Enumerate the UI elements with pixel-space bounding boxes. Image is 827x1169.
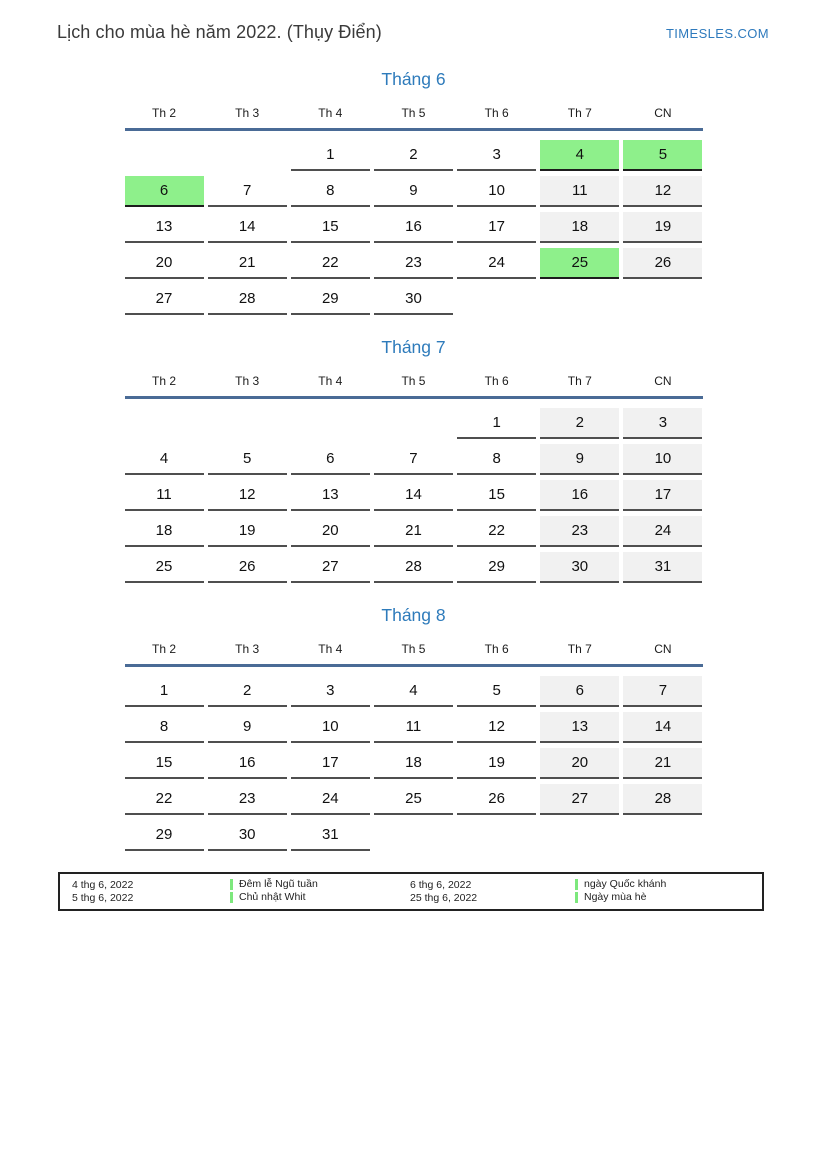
weekday-label: CN (654, 374, 672, 388)
site-logo-link[interactable]: TIMESLES.COM (665, 26, 769, 41)
week-row (125, 444, 703, 480)
day-cell-weekend: 17 (623, 480, 702, 511)
header-rule (125, 128, 703, 131)
month-section-2 (125, 337, 703, 588)
day-cell-normal: 31 (291, 820, 370, 851)
day-cell-normal: 24 (291, 784, 370, 815)
week-row (125, 712, 703, 748)
day-cell-normal: 12 (457, 712, 536, 743)
day-cell-normal: 25 (125, 552, 204, 583)
weekday-label: Th 5 (401, 374, 426, 388)
day-cell-weekend: 21 (623, 748, 702, 779)
weekday-label: Th 7 (567, 642, 592, 656)
week-row (125, 552, 703, 588)
legend-holiday-label: Đêm lễ Ngũ tuần (230, 879, 410, 890)
day-cell-empty (457, 820, 536, 851)
day-cell-weekend: 14 (623, 712, 702, 743)
weekday-label: Th 7 (567, 106, 592, 120)
day-cell-normal: 8 (457, 444, 536, 475)
day-cell-holiday: 4 (540, 140, 619, 171)
legend-holiday-label: Chủ nhật Whit (230, 892, 410, 903)
day-cell-weekend: 7 (623, 676, 702, 707)
day-cell-holiday: 25 (540, 248, 619, 279)
page-title: Lịch cho mùa hè năm 2022. (Thụy Điển) (57, 22, 382, 42)
day-cell-weekend: 16 (540, 480, 619, 511)
weekday-label: Th 5 (401, 642, 426, 656)
day-cell-normal: 7 (374, 444, 453, 475)
day-cell-normal: 29 (125, 820, 204, 851)
day-cell-empty (540, 820, 619, 851)
week-row (125, 676, 703, 712)
day-cell-normal: 16 (374, 212, 453, 243)
day-cell-normal: 2 (208, 676, 287, 707)
day-cell-weekend: 2 (540, 408, 619, 439)
header-rule (125, 664, 703, 667)
day-cell-weekend: 19 (623, 212, 702, 243)
day-cell-weekend: 11 (540, 176, 619, 207)
day-cell-normal: 30 (208, 820, 287, 851)
day-cell-normal: 27 (125, 284, 204, 315)
day-cell-normal: 6 (291, 444, 370, 475)
day-cell-normal: 14 (374, 480, 453, 511)
month-title: Tháng 7 (381, 337, 446, 357)
day-cell-empty (291, 408, 370, 439)
day-cell-normal: 4 (125, 444, 204, 475)
day-cell-weekend: 24 (623, 516, 702, 547)
day-cell-normal: 20 (125, 248, 204, 279)
day-cell-holiday: 5 (623, 140, 702, 171)
month-title: Tháng 6 (381, 69, 446, 89)
weekday-label: Th 7 (567, 374, 592, 388)
weekday-label: Th 2 (151, 374, 176, 388)
day-cell-normal: 8 (291, 176, 370, 207)
day-cell-normal: 17 (457, 212, 536, 243)
day-cell-normal: 23 (208, 784, 287, 815)
day-cell-normal: 9 (208, 712, 287, 743)
weekday-label: Th 6 (484, 374, 509, 388)
day-cell-normal: 26 (457, 784, 536, 815)
day-cell-normal: 15 (457, 480, 536, 511)
page-header (0, 0, 827, 43)
day-cell-normal: 10 (291, 712, 370, 743)
day-cell-normal: 19 (208, 516, 287, 547)
day-cell-normal: 5 (457, 676, 536, 707)
legend-date: 4 thg 6, 2022 (72, 878, 134, 891)
week-row (125, 212, 703, 248)
day-cell-weekend: 31 (623, 552, 702, 583)
day-cell-weekend: 23 (540, 516, 619, 547)
day-cell-normal: 11 (374, 712, 453, 743)
week-row (125, 480, 703, 516)
weekday-label: Th 3 (235, 374, 260, 388)
day-cell-empty (623, 284, 702, 315)
week-row (125, 176, 703, 212)
day-cell-normal: 20 (291, 516, 370, 547)
day-cell-weekend: 26 (623, 248, 702, 279)
day-cell-normal: 1 (457, 408, 536, 439)
day-cell-weekend: 10 (623, 444, 702, 475)
day-cell-normal: 15 (125, 748, 204, 779)
day-cell-normal: 10 (457, 176, 536, 207)
week-row (125, 284, 703, 320)
day-cell-empty (623, 820, 702, 851)
day-cell-weekend: 28 (623, 784, 702, 815)
week-row (125, 516, 703, 552)
week-row (125, 248, 703, 284)
day-cell-empty (208, 140, 287, 171)
day-cell-normal: 4 (374, 676, 453, 707)
weekday-label: Th 2 (151, 106, 176, 120)
day-cell-normal: 17 (291, 748, 370, 779)
day-cell-weekend: 12 (623, 176, 702, 207)
day-cell-normal: 7 (208, 176, 287, 207)
day-cell-normal: 24 (457, 248, 536, 279)
day-cell-normal: 21 (374, 516, 453, 547)
day-cell-normal: 1 (125, 676, 204, 707)
weekday-header-row (125, 373, 703, 396)
week-row (125, 748, 703, 784)
day-cell-normal: 29 (291, 284, 370, 315)
weekday-header-row (125, 641, 703, 664)
month-section-3 (125, 605, 703, 856)
header-rule (125, 396, 703, 399)
weekday-label: Th 4 (318, 374, 343, 388)
week-row (125, 820, 703, 856)
weekday-label: CN (654, 106, 672, 120)
day-cell-normal: 22 (125, 784, 204, 815)
day-cell-normal: 16 (208, 748, 287, 779)
legend-holiday-label: Ngày mùa hè (575, 892, 762, 903)
day-cell-normal: 3 (457, 140, 536, 171)
day-cell-normal: 30 (374, 284, 453, 315)
day-cell-empty (374, 408, 453, 439)
weekday-label: Th 6 (484, 106, 509, 120)
day-cell-normal: 18 (125, 516, 204, 547)
legend-date: 25 thg 6, 2022 (410, 891, 478, 904)
day-cell-normal: 19 (457, 748, 536, 779)
day-cell-normal: 15 (291, 212, 370, 243)
weekday-label: Th 3 (235, 642, 260, 656)
day-cell-empty (208, 408, 287, 439)
day-cell-empty (457, 284, 536, 315)
day-cell-normal: 11 (125, 480, 204, 511)
day-cell-normal: 12 (208, 480, 287, 511)
day-cell-normal: 9 (374, 176, 453, 207)
day-cell-normal: 25 (374, 784, 453, 815)
day-cell-normal: 26 (208, 552, 287, 583)
day-cell-normal: 1 (291, 140, 370, 171)
holiday-legend (58, 872, 764, 911)
months-container (125, 69, 703, 856)
day-cell-weekend: 30 (540, 552, 619, 583)
day-cell-weekend: 27 (540, 784, 619, 815)
day-cell-empty (374, 820, 453, 851)
day-cell-normal: 22 (291, 248, 370, 279)
day-cell-normal: 8 (125, 712, 204, 743)
day-cell-normal: 28 (208, 284, 287, 315)
legend-row (72, 891, 762, 904)
legend-date: 5 thg 6, 2022 (72, 891, 134, 904)
day-cell-normal: 5 (208, 444, 287, 475)
legend-holiday-label: ngày Quốc khánh (575, 879, 762, 890)
month-title: Tháng 8 (381, 605, 446, 625)
weekday-label: Th 3 (235, 106, 260, 120)
day-cell-normal: 13 (291, 480, 370, 511)
day-cell-empty (125, 140, 204, 171)
weekday-label: Th 2 (151, 642, 176, 656)
day-cell-holiday: 6 (125, 176, 204, 207)
day-cell-empty (125, 408, 204, 439)
day-cell-normal: 13 (125, 212, 204, 243)
weekday-label: Th 4 (318, 106, 343, 120)
day-cell-weekend: 6 (540, 676, 619, 707)
weekday-label: Th 4 (318, 642, 343, 656)
weekday-label: Th 5 (401, 106, 426, 120)
day-cell-weekend: 9 (540, 444, 619, 475)
day-cell-normal: 29 (457, 552, 536, 583)
month-section-1 (125, 69, 703, 320)
day-cell-weekend: 18 (540, 212, 619, 243)
legend-row (72, 878, 762, 891)
weekday-header-row (125, 105, 703, 128)
legend-date: 6 thg 6, 2022 (410, 878, 472, 891)
day-cell-weekend: 13 (540, 712, 619, 743)
weekday-label: CN (654, 642, 672, 656)
week-row (125, 784, 703, 820)
day-cell-normal: 18 (374, 748, 453, 779)
day-cell-normal: 21 (208, 248, 287, 279)
week-row (125, 140, 703, 176)
day-cell-normal: 28 (374, 552, 453, 583)
day-cell-normal: 2 (374, 140, 453, 171)
weekday-label: Th 6 (484, 642, 509, 656)
day-cell-empty (540, 284, 619, 315)
week-row (125, 408, 703, 444)
day-cell-normal: 3 (291, 676, 370, 707)
day-cell-normal: 14 (208, 212, 287, 243)
day-cell-normal: 27 (291, 552, 370, 583)
day-cell-weekend: 20 (540, 748, 619, 779)
day-cell-normal: 22 (457, 516, 536, 547)
day-cell-weekend: 3 (623, 408, 702, 439)
day-cell-normal: 23 (374, 248, 453, 279)
